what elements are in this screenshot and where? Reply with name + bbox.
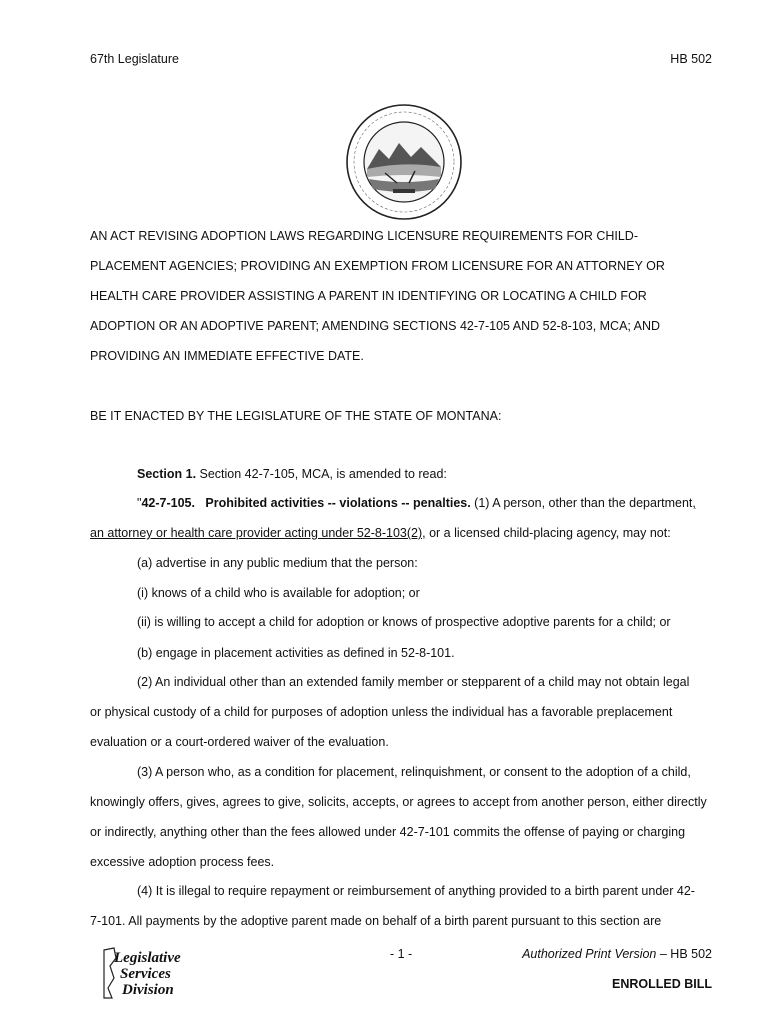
inserted-comma: , bbox=[692, 496, 696, 510]
title-line: PROVIDING AN IMMEDIATE EFFECTIVE DATE. bbox=[90, 349, 364, 363]
svg-text:Legislative: Legislative bbox=[114, 950, 181, 966]
paragraph-3-line: knowingly offers, gives, agrees to give, solicits, accepts, or agrees to accept from another person, either directly bbox=[90, 795, 707, 809]
paragraph-3-line: or indirectly, anything other than the fees allowed under 42-7-101 commits the offense of paying or charging bbox=[90, 825, 686, 839]
svg-text:Services: Services bbox=[120, 966, 171, 982]
statute-number: 42-7-105. bbox=[141, 496, 195, 510]
quote-mark: " bbox=[137, 496, 142, 510]
item-i: (i) knows of a child who is available for adoption; or bbox=[137, 586, 420, 600]
svg-text:Division: Division bbox=[122, 982, 174, 998]
paragraph-2-line: evaluation or a court-ordered waiver of the evaluation. bbox=[90, 735, 389, 749]
enacting-clause: BE IT ENACTED BY THE LEGISLATURE OF THE STATE OF MONTANA: bbox=[90, 409, 502, 423]
statute-heading-line bbox=[137, 496, 696, 510]
paragraph-2-line: or physical custody of a child for purposes of adoption unless the individual has a favorable preplacement bbox=[90, 705, 673, 719]
section-text: Section 42-7-105, MCA, is amended to read: bbox=[196, 467, 447, 481]
legislative-services-logo-icon bbox=[100, 944, 184, 1000]
authorized-label: Authorized Print Version – bbox=[522, 947, 667, 961]
paragraph-3-line: excessive adoption process fees. bbox=[90, 855, 275, 869]
title-line: ADOPTION OR AN ADOPTIVE PARENT; AMENDING SECTIONS 42-7-105 AND 52-8-103, MCA; AND bbox=[90, 319, 661, 333]
footer-bill-number: HB 502 bbox=[666, 947, 712, 961]
title-line: AN ACT REVISING ADOPTION LAWS REGARDING LICENSURE REQUIREMENTS FOR CHILD- bbox=[90, 229, 638, 243]
item-a: (a) advertise in any public medium that the person: bbox=[137, 556, 418, 570]
header-bill-number: HB 502 bbox=[670, 52, 712, 66]
header-legislature: 67th Legislature bbox=[90, 52, 179, 66]
statute-text: (1) A person, other than the department bbox=[470, 496, 693, 510]
item-ii: (ii) is willing to accept a child for adoption or knows of prospective adoptive parents for a child; or bbox=[137, 615, 671, 629]
paragraph-4-line: (4) It is illegal to require repayment or reimbursement of anything provided to a birth parent under 42- bbox=[137, 884, 695, 898]
paragraph-2-line: (2) An individual other than an extended family member or stepparent of a child may not obtain legal bbox=[137, 675, 690, 689]
page-number: - 1 - bbox=[390, 947, 413, 961]
section-label: Section 1. bbox=[137, 467, 197, 481]
enrolled-bill-label: ENROLLED BILL bbox=[612, 977, 712, 991]
statute-heading: Prohibited activities -- violations -- penalties. bbox=[205, 496, 471, 510]
section-1-intro bbox=[137, 467, 447, 481]
item-b: (b) engage in placement activities as defined in 52-8-101. bbox=[137, 646, 455, 660]
inserted-text: an attorney or health care provider acting under 52-8-103(2), bbox=[90, 526, 426, 540]
state-seal-icon bbox=[345, 103, 463, 221]
statute-line-2 bbox=[90, 526, 671, 540]
authorized-print-version bbox=[522, 947, 712, 961]
paragraph-4-line: 7-101. All payments by the adoptive parent made on behalf of a birth parent pursuant to this section are bbox=[90, 914, 662, 928]
statute-text: or a licensed child-placing agency, may not: bbox=[425, 526, 671, 540]
paragraph-3-line: (3) A person who, as a condition for placement, relinquishment, or consent to the adoption of a child, bbox=[137, 765, 691, 779]
title-line: HEALTH CARE PROVIDER ASSISTING A PARENT IN IDENTIFYING OR LOCATING A CHILD FOR bbox=[90, 289, 647, 303]
title-line: PLACEMENT AGENCIES; PROVIDING AN EXEMPTION FROM LICENSURE FOR AN ATTORNEY OR bbox=[90, 259, 665, 273]
